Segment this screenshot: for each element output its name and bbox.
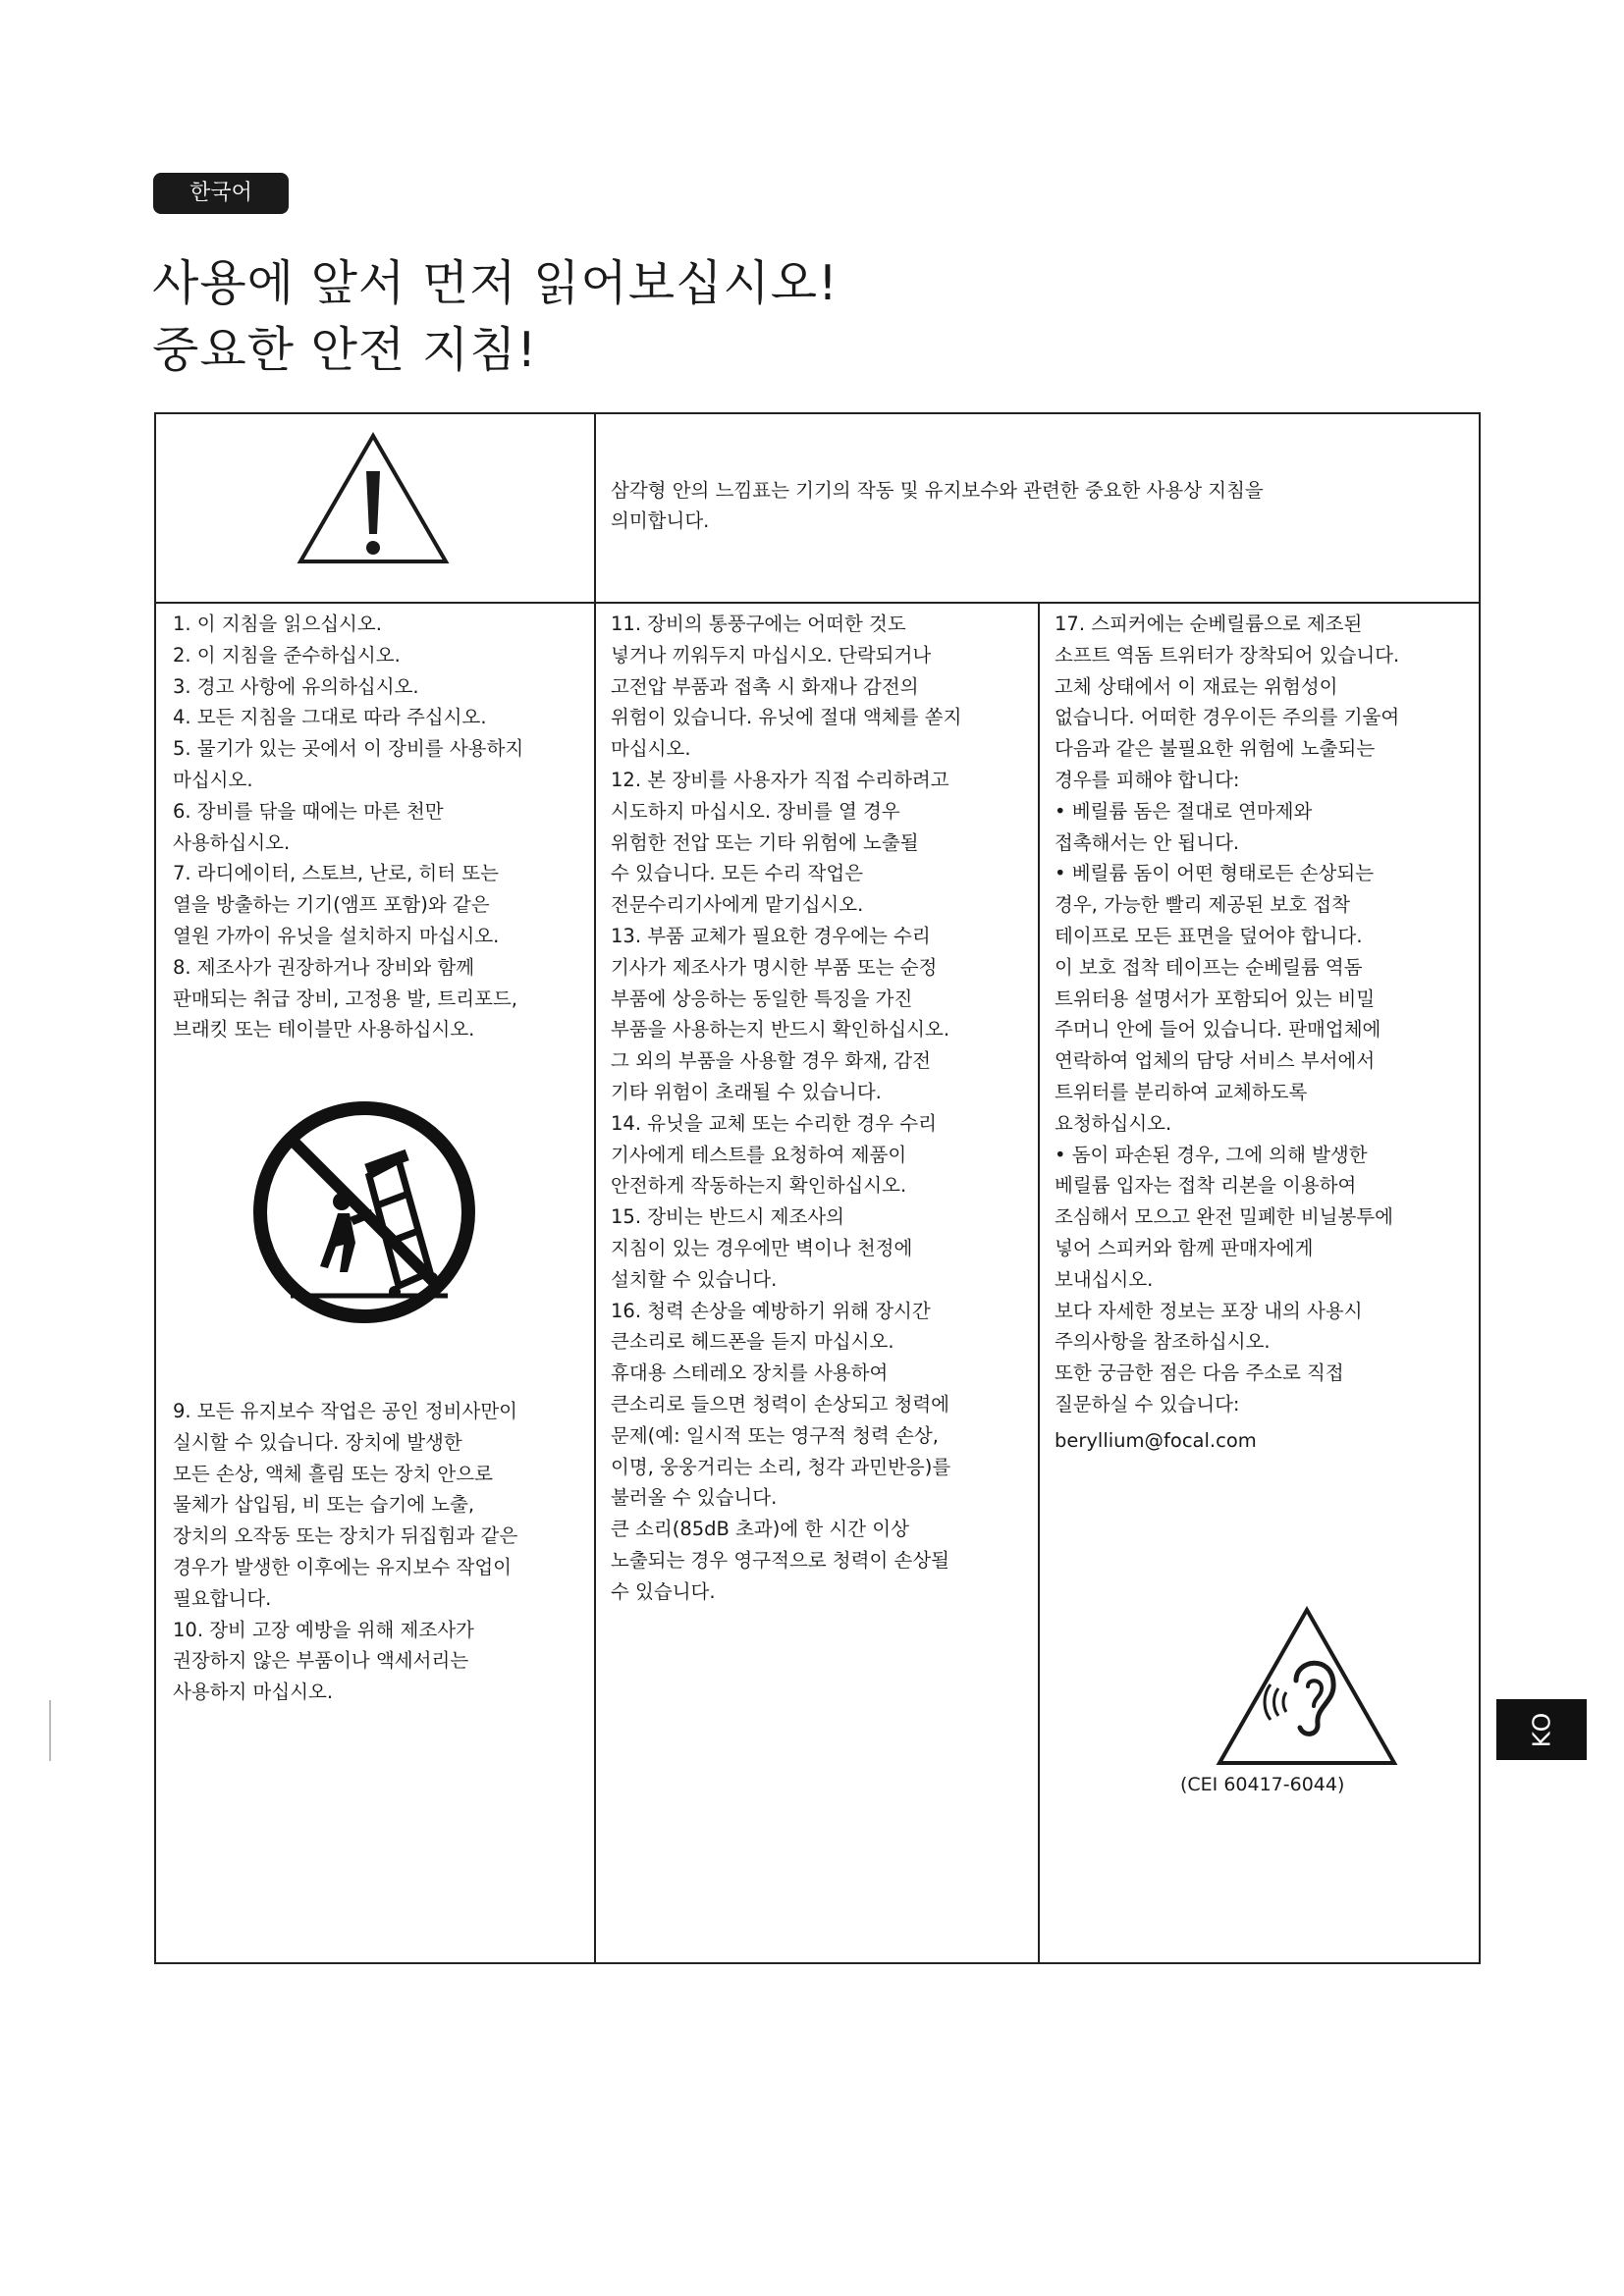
- intro-line-1: 삼각형 안의 느낌표는 기기의 작동 및 유지보수와 관련한 중요한 사용상 지침을: [611, 479, 1264, 502]
- column-3-line: 요청하십시오.: [1055, 1111, 1172, 1135]
- column-1-top-line: 8. 제조사가 권장하거나 장비와 함께: [173, 955, 475, 979]
- column-2-line: 설치할 수 있습니다.: [611, 1267, 778, 1291]
- column-2-line: 부품에 상응하는 동일한 특징을 가진: [611, 987, 913, 1010]
- intro-line-2: 의미합니다.: [611, 509, 710, 532]
- table-divider-2: [1038, 603, 1040, 1964]
- column-2: [611, 609, 961, 1608]
- intro-text: [611, 475, 1264, 536]
- column-2-line: 넣거나 끼워두지 마십시오. 단락되거나: [611, 643, 932, 667]
- contact-email[interactable]: beryllium@focal.com: [1055, 1429, 1257, 1452]
- column-1-bottom-line: 모든 손상, 액체 흘림 또는 장치 안으로: [173, 1462, 493, 1485]
- column-1-top: [173, 609, 523, 1045]
- column-2-line: 기사가 제조사가 명시한 부품 또는 순정: [611, 955, 938, 979]
- column-2-line: 13. 부품 교체가 필요한 경우에는 수리: [611, 924, 931, 947]
- column-2-line: 큰 소리(85dB 초과)에 한 시간 이상: [611, 1518, 909, 1541]
- column-3-line: 또한 궁금한 점은 다음 주소로 직접: [1055, 1362, 1344, 1385]
- column-2-line: 안전하게 작동하는지 확인하십시오.: [611, 1174, 907, 1198]
- column-2-line: 부품을 사용하는지 반드시 확인하십시오.: [611, 1018, 950, 1041]
- column-2-line: 위험한 전압 또는 기타 위험에 노출될: [611, 830, 919, 854]
- column-2-line: 전문수리기사에게 맡기십시오.: [611, 893, 864, 917]
- column-3-line: 소프트 역돔 트위터가 장착되어 있습니다.: [1055, 643, 1400, 667]
- column-2-line: 위험이 있습니다. 유닛에 절대 액체를 쏟지: [611, 706, 962, 729]
- column-1-bottom-line: 9. 모든 유지보수 작업은 공인 정비사만이: [173, 1400, 517, 1422]
- column-2-line: 16. 청력 손상을 예방하기 위해 장시간: [611, 1299, 931, 1322]
- column-2-line: 시도하지 마십시오. 장비를 열 경우: [611, 799, 900, 823]
- column-2-line: 15. 장비는 반드시 제조사의: [611, 1205, 844, 1229]
- column-2-line: 기사에게 테스트를 요청하여 제품이: [611, 1143, 907, 1166]
- column-1-top-line: 5. 물기가 있는 곳에서 이 장비를 사용하지: [173, 737, 524, 761]
- column-1-bottom-line: 장치의 오작동 또는 장치가 뒤집힘과 같은: [173, 1524, 518, 1548]
- column-3-line: 조심해서 모으고 완전 밀폐한 비닐봉투에: [1055, 1205, 1394, 1229]
- column-1-top-line: 판매되는 취급 장비, 고정용 발, 트리포드,: [173, 987, 517, 1010]
- warning-triangle-icon: [295, 430, 452, 567]
- hearing-warning-icon: [1214, 1604, 1400, 1769]
- column-3-line: 다음과 같은 불필요한 위험에 노출되는: [1055, 737, 1376, 761]
- column-3-line: 이 보호 접착 테이프는 순베릴륨 역돔: [1055, 955, 1363, 979]
- cei-label: (CEI 60417-6044): [1180, 1774, 1345, 1795]
- no-cart-tipover-icon: [251, 1099, 477, 1325]
- language-label: 한국어: [153, 173, 289, 214]
- column-3-line: • 베릴륨 돔이 어떤 형태로든 손상되는: [1055, 862, 1375, 885]
- column-3-line: 경우, 가능한 빨리 제공된 보호 접착: [1055, 893, 1350, 917]
- column-2-line: 휴대용 스테레오 장치를 사용하여: [611, 1362, 889, 1385]
- column-2-line: 노출되는 경우 영구적으로 청력이 손상될: [611, 1548, 950, 1572]
- column-3-line: 주의사항을 참조하십시오.: [1055, 1330, 1271, 1354]
- column-2-line: 문제(예: 일시적 또는 영구적 청력 손상,: [611, 1423, 939, 1447]
- column-1-bottom-line: 경우가 발생한 이후에는 유지보수 작업이: [173, 1555, 513, 1578]
- page-title: [152, 250, 839, 384]
- column-2-line: 큰소리로 헤드폰을 듣지 마십시오.: [611, 1330, 894, 1354]
- column-1-bottom-line: 10. 장비 고장 예방을 위해 제조사가: [173, 1618, 474, 1641]
- column-1-bottom-line: 필요합니다.: [173, 1586, 272, 1610]
- column-1-top-line: 3. 경고 사항에 유의하십시오.: [173, 674, 419, 698]
- column-2-line: 12. 본 장비를 사용자가 직접 수리하려고: [611, 768, 949, 791]
- column-3-line: 질문하실 수 있습니다:: [1055, 1392, 1240, 1415]
- column-2-line: 수 있습니다.: [611, 1579, 716, 1603]
- column-1-bottom-line: 권장하지 않은 부품이나 액세서리는: [173, 1649, 469, 1673]
- column-1-bottom-line: 물체가 삽입됨, 비 또는 습기에 노출,: [173, 1493, 475, 1517]
- column-2-line: 14. 유닛을 교체 또는 수리한 경우 수리: [611, 1111, 937, 1135]
- column-3-line: 트위터를 분리하여 교체하도록: [1055, 1080, 1308, 1103]
- column-3-line: • 돔이 파손된 경우, 그에 의해 발생한: [1055, 1143, 1368, 1166]
- column-2-line: 큰소리로 들으면 청력이 손상되고 청력에: [611, 1392, 950, 1415]
- side-tab-label: KO: [1527, 1711, 1556, 1748]
- column-2-line: 지침이 있는 경우에만 벽이나 천정에: [611, 1236, 913, 1259]
- column-2-line: 이명, 웅웅거리는 소리, 청각 과민반응)를: [611, 1455, 951, 1478]
- table-header-divider: [154, 602, 1481, 604]
- column-1-top-line: 4. 모든 지침을 그대로 따라 주십시오.: [173, 706, 487, 729]
- column-1-bottom: [173, 1396, 517, 1708]
- column-1-bottom-line: 실시할 수 있습니다. 장치에 발생한: [173, 1430, 462, 1454]
- column-2-line: 그 외의 부품을 사용할 경우 화재, 감전: [611, 1049, 931, 1073]
- column-1-top-line: 브래킷 또는 테이블만 사용하십시오.: [173, 1018, 475, 1041]
- column-1-top-line: 열을 방출하는 기기(앰프 포함)와 같은: [173, 893, 490, 917]
- column-1-top-line: 사용하십시오.: [173, 830, 291, 854]
- column-3-line: • 베릴륨 돔은 절대로 연마제와: [1055, 799, 1313, 823]
- column-2-line: 11. 장비의 통풍구에는 어떠한 것도: [611, 613, 906, 635]
- column-2-line: 수 있습니다. 모든 수리 작업은: [611, 862, 864, 885]
- column-2-line: 마십시오.: [611, 737, 691, 761]
- column-3-line: 트위터용 설명서가 포함되어 있는 비밀: [1055, 987, 1376, 1010]
- column-3-line: 테이프로 모든 표면을 덮어야 합니다.: [1055, 924, 1363, 947]
- column-3-line: 연락하여 업체의 담당 서비스 부서에서: [1055, 1049, 1376, 1073]
- column-3-line: 고체 상태에서 이 재료는 위험성이: [1055, 674, 1338, 698]
- column-1-top-line: 2. 이 지침을 준수하십시오.: [173, 643, 401, 667]
- table-divider-1: [594, 412, 596, 1964]
- column-1-top-line: 1. 이 지침을 읽으십시오.: [173, 613, 382, 635]
- column-3-line: 없습니다. 어떠한 경우이든 주의를 기울여: [1055, 706, 1400, 729]
- column-3-line: 보내십시오.: [1055, 1267, 1154, 1291]
- column-3-line: 주머니 안에 들어 있습니다. 판매업체에: [1055, 1018, 1381, 1041]
- column-1-top-line: 열원 가까이 유닛을 설치하지 마십시오.: [173, 924, 500, 947]
- column-3-line: 17. 스피커에는 순베릴륨으로 제조된: [1055, 613, 1363, 635]
- column-2-line: 불러올 수 있습니다.: [611, 1486, 778, 1510]
- margin-mark: [49, 1700, 51, 1761]
- column-1-top-line: 6. 장비를 닦을 때에는 마른 천만: [173, 799, 444, 823]
- column-1-top-line: 7. 라디에이터, 스토브, 난로, 히터 또는: [173, 862, 499, 885]
- title-line-1: 사용에 앞서 먼저 읽어보십시오!: [152, 255, 839, 311]
- column-3-line: 접촉해서는 안 됩니다.: [1055, 830, 1240, 854]
- column-2-line: 기타 위험이 초래될 수 있습니다.: [611, 1080, 882, 1103]
- column-3: [1055, 609, 1399, 1420]
- column-3-line: 경우를 피해야 합니다:: [1055, 768, 1240, 791]
- column-1-top-line: 마십시오.: [173, 768, 253, 791]
- column-3-line: 넣어 스피커와 함께 판매자에게: [1055, 1236, 1314, 1259]
- language-side-tab: [1496, 1699, 1587, 1760]
- column-3-line: 베릴륨 입자는 접착 리본을 이용하여: [1055, 1174, 1357, 1198]
- column-3-line: 보다 자세한 정보는 포장 내의 사용시: [1055, 1299, 1363, 1322]
- title-line-2: 중요한 안전 지침!: [152, 322, 538, 378]
- column-1-bottom-line: 사용하지 마십시오.: [173, 1681, 334, 1704]
- column-2-line: 고전압 부품과 접촉 시 화재나 감전의: [611, 674, 919, 698]
